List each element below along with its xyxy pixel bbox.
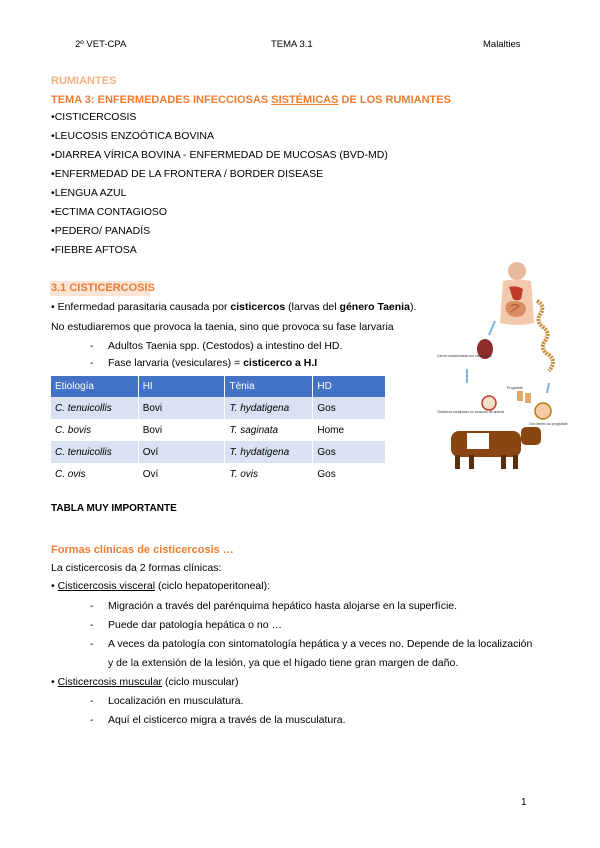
table-header-row — [51, 376, 386, 397]
table-cell: C. tenuicollis — [51, 397, 138, 419]
cyst-shape — [482, 396, 496, 410]
topic-item: • DIARREA VÍRICA BOVINA - ENFERMEDAD DE MUCOSAS (BVD-MD) — [51, 149, 388, 161]
table-cell: C. bovis — [51, 419, 138, 441]
table-cell: Oví — [138, 441, 225, 463]
caption-eggs: Ovo dentro do proglótide — [529, 422, 568, 426]
dash-marker: - — [90, 340, 94, 352]
dash-marker: - — [90, 638, 94, 650]
formas-title: Formas clínicas de cisticercosis … — [51, 544, 234, 556]
table-cell: Home — [313, 419, 386, 441]
table-cell: Bovi — [138, 419, 225, 441]
topic-item: • LEUCOSIS ENZOÓTICA BOVINA — [51, 130, 214, 142]
main-title-underlined: SISTÉMICAS — [271, 94, 339, 106]
table-row — [51, 463, 386, 485]
caption-meat: Carne contaminada con cisticercos — [437, 354, 492, 358]
muscular-point: Localización en musculatura. — [108, 695, 244, 707]
visceral-point: Puede dar patología hepática o no … — [108, 619, 282, 631]
table-cell: T. hydatigena — [225, 397, 313, 419]
larval-bold: cisticerco a H.I — [243, 357, 318, 369]
proglottid-shape — [525, 393, 531, 403]
topic-item: • ECTIMA CONTAGIOSO — [51, 206, 167, 218]
topic-item: • ENFERMEDAD DE LA FRONTERA / BORDER DISEASE — [51, 168, 323, 180]
taenia-life-cycle-illustration — [437, 261, 568, 471]
section-31-note: No estudiaremos que provoca la taenia, sino que provoca su fase larvaria — [51, 321, 394, 333]
topic-item: • FIEBRE AFTOSA — [51, 244, 137, 256]
page-number: 1 — [521, 797, 527, 808]
etiology-table — [51, 376, 386, 485]
formas-intro: La cisticercosis da 2 formas clínicas: — [51, 562, 222, 574]
table-row — [51, 441, 386, 463]
visceral-rest: (ciclo hepatoperitoneal): — [155, 580, 271, 592]
caption-proglottids: Proglótide — [507, 386, 523, 390]
muscular-rest: (ciclo muscular) — [162, 676, 239, 688]
header-topic: TEMA 3.1 — [271, 39, 313, 50]
intro-bullet: • — [51, 301, 58, 313]
intro-end: ). — [409, 301, 417, 313]
section-31-title: 3.1 CISTICERCOSIS — [51, 282, 155, 294]
visceral-point: Migración a través del parénquima hepático hasta alojarse en la superfície. — [108, 600, 458, 612]
main-title — [51, 94, 451, 106]
arrow-shape — [547, 383, 549, 393]
dash-larval — [108, 357, 317, 369]
dash-marker: - — [90, 714, 94, 726]
arrow-shape — [489, 321, 495, 335]
table-cell: C. ovis — [51, 463, 138, 485]
topic-item: • CISTICERCOSIS — [51, 111, 136, 123]
table-header-cell: Etiología — [51, 376, 138, 397]
larval-prefix: Fase larvaria (vesiculares) = — [108, 357, 244, 369]
muscular-heading — [51, 676, 238, 688]
main-title-prefix: TEMA 3: ENFERMEDADES INFECCIOSAS — [51, 94, 272, 106]
table-row — [51, 397, 386, 419]
table-row — [51, 419, 386, 441]
visceral-heading — [51, 580, 270, 592]
main-title-suffix: DE LOS RUMIANTES — [338, 94, 451, 106]
dash-marker: - — [90, 619, 94, 631]
table-cell: T. saginata — [225, 419, 313, 441]
human-figure — [500, 262, 534, 325]
cow-figure — [451, 427, 541, 469]
topic-item: • LENGUA AZUL — [51, 187, 126, 199]
table-header-cell: HI — [138, 376, 225, 397]
table-cell: Gos — [313, 397, 386, 419]
table-cell: C. tenuicollis — [51, 441, 138, 463]
table-note: TABLA MUY IMPORTANTE — [51, 503, 177, 514]
table-header-cell: HD — [313, 376, 386, 397]
visceral-point: A veces da patología con sintomatología hepática y a veces no. Depende de la localización — [108, 638, 533, 650]
muscular-underlined: Cisticercosis muscular — [57, 676, 163, 688]
proglottid-shape — [517, 391, 523, 401]
dash-marker: - — [90, 600, 94, 612]
table-cell: Oví — [138, 463, 225, 485]
visceral-underlined: Cisticercosis visceral — [57, 580, 156, 592]
section-31-intro — [51, 301, 416, 313]
tapeworm-shape — [537, 301, 553, 371]
header-subject: Malalties — [483, 39, 521, 50]
visceral-bullet: • — [51, 580, 58, 592]
intro-bold: cisticercos — [230, 301, 286, 313]
table-cell: Bovi — [138, 397, 225, 419]
table-header-cell: Tènia — [225, 376, 313, 397]
table-cell: Gos — [313, 441, 386, 463]
visceral-point-continued: y de la extensión de la lesión, ya que el hígado tiene gran margen de daño. — [108, 657, 459, 669]
muscular-point: Aquí el cisticerco migra a través de la musculatura. — [108, 714, 346, 726]
dash-adults: Adultos Taenia spp. (Cestodos) a intestino del HD. — [108, 340, 343, 352]
table-cell: Gos — [313, 463, 386, 485]
dash-marker: - — [90, 695, 94, 707]
muscular-bullet: • — [51, 676, 58, 688]
egg-shape — [535, 403, 551, 419]
intro-mid: (larvas del — [285, 301, 340, 313]
caption-cyst: Cisticerco localizado no músculo de animal — [437, 410, 504, 414]
intro-prefix: Enfermedad parasitaria causada por — [57, 301, 231, 313]
header-course: 2º VET-CPA — [75, 39, 127, 50]
section-label: RUMIANTES — [51, 75, 117, 87]
topic-item: • PEDERO/ PANADÍS — [51, 225, 150, 237]
table-cell: T. ovis — [225, 463, 313, 485]
dash-marker: - — [90, 357, 94, 369]
intro-bold2: género Taenia — [339, 301, 410, 313]
table-cell: T. hydatigena — [225, 441, 313, 463]
